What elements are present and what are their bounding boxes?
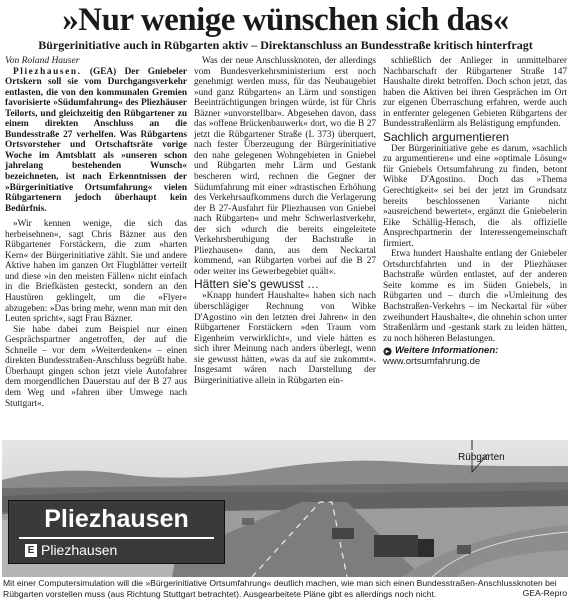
- paragraph: »Knapp hundert Haushalte« haben sich nach überschlägiger Rechnung von Wibke D'Agostino »in den letzten drei Jahren« in den Rübgartener Forstäckern »den Traum vom Eigenheim verwirklicht«, und viele hätten es sich ihrer Meinung nach anders überlegt, wenn sie gewusst hätten, »was da auf sie zukommt«. Insgesamt wären nach Darstellung der Bürgerinitiative allein in Rübgarten ein-: [194, 291, 376, 386]
- paragraph: »Wir kennen wenige, die sich das herbeisehnen«, sagt Chris Bäzner aus den Rübgartener Forstäckern, die zum »harten Kern« der Bürgerinitiative zählt. Sie und andere Aktive haben im ganzen Ort Flugblätter verteilt und diese »in den meisten Fällen« nicht einfach in die Briefkästen gesteckt, sondern an den Haustüren geklingelt, um die »Flyer« abzugeben: »Das bring mehr, wenn man mit den Leuten spricht«, sagt Frau Bäzner.: [5, 219, 187, 325]
- paragraph: Sie habe dabei zum Beispiel nur einen Gesprächspartner angetroffen, der auf die Schnelle – vor dem »Weiterdenken« – einen direkten Bundesstraßen-Anschluss begrüßt habe. Überhaupt gingen schon jetzt viele Autofahrer dem morgendlichen Dauerstau auf der B 27 aus dem Weg und »fahren über Umwege nach Stuttgart«.: [5, 324, 187, 409]
- headline: »Nur wenige wünschen sich das«: [62, 2, 509, 38]
- info-url[interactable]: www.ortsumfahrung.de: [383, 355, 481, 367]
- photo-caption: Mit einer Computersimulation will die »Bürgerinitiative Ortsumfahrung« deutlich machen, wie man sich einen Bundesstraßen-Anschlussknoten bei Rübgarten vorstellen muss (aus Richtung Stuttgart betrachtet). Ausgearbeitete Pläne gibt es allerdings noch nicht.: [3, 578, 557, 599]
- sign-sub: [25, 541, 117, 559]
- lead-text: (GEA) Der Gniebeler Ortskern soll sie vom Durchgangsverkehr entlasten, die von den kommunalen Gremien favorisierte »Südumfahrung« des Pliezhäuser Teilorts, und gleichzeitig den Rübgartener zu einem direkten Anschluss an die Bundesstraße 27 verhelfen. Was Rübgartens Ortsvorsteher und Ortschaftsräte vorige Woche im Amtsblatt als »unseren schon jahrelang bestehenden Wunsch« bezeichneten, ist nach Erkenntnissen der »Bürgerinitiative Ortsumfahrung« vielen Rübgartenern jedoch überhaupt kein Bedürfnis.: [5, 66, 187, 214]
- exit-icon: E: [25, 544, 37, 557]
- paragraph: Etwa hundert Haushalte entlang der Gniebeler Ortsdurchfahrten und in der Pliezhäuser Bachstraße würden entlastet, auf der anderen Seite komme es im Süden Gniebels, in Rübgarten und – durch die »Umleitung des Bachstraßen-Verkehrs – im Neckartal für »über zweihundert Haushalte«, die ohnehin schon unter Straßenlärm und -gestank stark zu leiden hätten, zu noch höheren Belastungen.: [383, 249, 567, 344]
- photo-credit: GEA-Repro: [522, 588, 567, 598]
- article-column-2: [194, 56, 376, 386]
- dateline: Pliezhausen.: [13, 66, 82, 77]
- byline: Von Roland Hauser: [5, 56, 80, 66]
- sign-main-text: Pliezhausen: [44, 505, 189, 533]
- article-column-1: [5, 56, 187, 409]
- article-column-3: [383, 56, 567, 367]
- sign-divider: [19, 537, 214, 539]
- info-arrow-icon: [383, 347, 392, 356]
- paragraph: Was der neue Anschlussknoten, der allerdings vom Bundesverkehrsministerium erst noch genehmigt werden muss, für das Neubaugebiet »und ganz Rübgarten« an Lärm und sonstigen Beeinträchtigungen bringen würde, ist für Chris Bäzner »unvorstellbar«. Abgesehen davon, dass das »offene Brückenbauwerk« dort, wo die B 27 jetzt die Rübgartener Straße (L 373) überquert, nach fester Überzeugung der Bürgerinitiative den nahe gelegenen Wohngebieten in Gniebel und Rübgarten mehr Lärm und Gestank bescheren wird, rechnen die Gegner der Südumfahrung mit einer »drastischen Erhöhung des Verkehrsaufkommens durch die Verlagerung der B 27-Ausfahrt für Pliezhausen von Gniebel nach Rübgarten« und mehr Schwerlastverkehr, der sich »durch die bereits eingeleitete Verkehrsberuhigung der Bachstraße in Pliezhausen« dann, aus dem Neckartal kommend, »an Rübgarten vorbei auf die B 27 oder weiter ins Gewerbegebiet quält«.: [194, 56, 376, 277]
- road-label: Rübgarten: [458, 452, 505, 463]
- subheadline: Bürgerinitiative auch in Rübgarten aktiv – Direktanschluss an Bundesstraße kritisch hinterfragt: [38, 38, 533, 52]
- paragraph: Der Bürgerinitiative gehe es darum, »sachlich zu argumentieren« und eine »optimale Lösung« für Gniebels Ortsumfahrung zu finden, betont Wibke D'Agostino. Doch das »Thema Gerechtigkeit« sei bei der jetzt im Grundsatz bereits beschlossenen Variante nicht »ausreichend bewertet«, ergänzt die Gniebelerin Eike Schällig-Hensch, die als offizielle Ansprechpartnerin der Interessengemeinschaft firmiert.: [383, 143, 567, 249]
- road-sign: [8, 500, 225, 564]
- info-label: Weitere Informationen:: [395, 345, 499, 357]
- paragraph: schließlich der Anlieger in unmittelbarer Nachbarschaft der Rübgartener Straße 147 Haushalte direkt betroffen. Doch schon jetzt, das haben die Aktiven bei ihren Gesprächen im Ort zur eigenen Überraschung erfahren, werde auch in entfernter gelegenen Gebieten Rübgartens der Bundesstraßenlärm als Belästigung empfunden.: [383, 56, 567, 130]
- section-heading: Sachlich argumentieren: [383, 129, 510, 144]
- lead-paragraph: [5, 67, 187, 215]
- sign-sub-text: Pliezhausen: [41, 542, 118, 558]
- section-heading: Hätten sie's gewusst …: [194, 277, 320, 292]
